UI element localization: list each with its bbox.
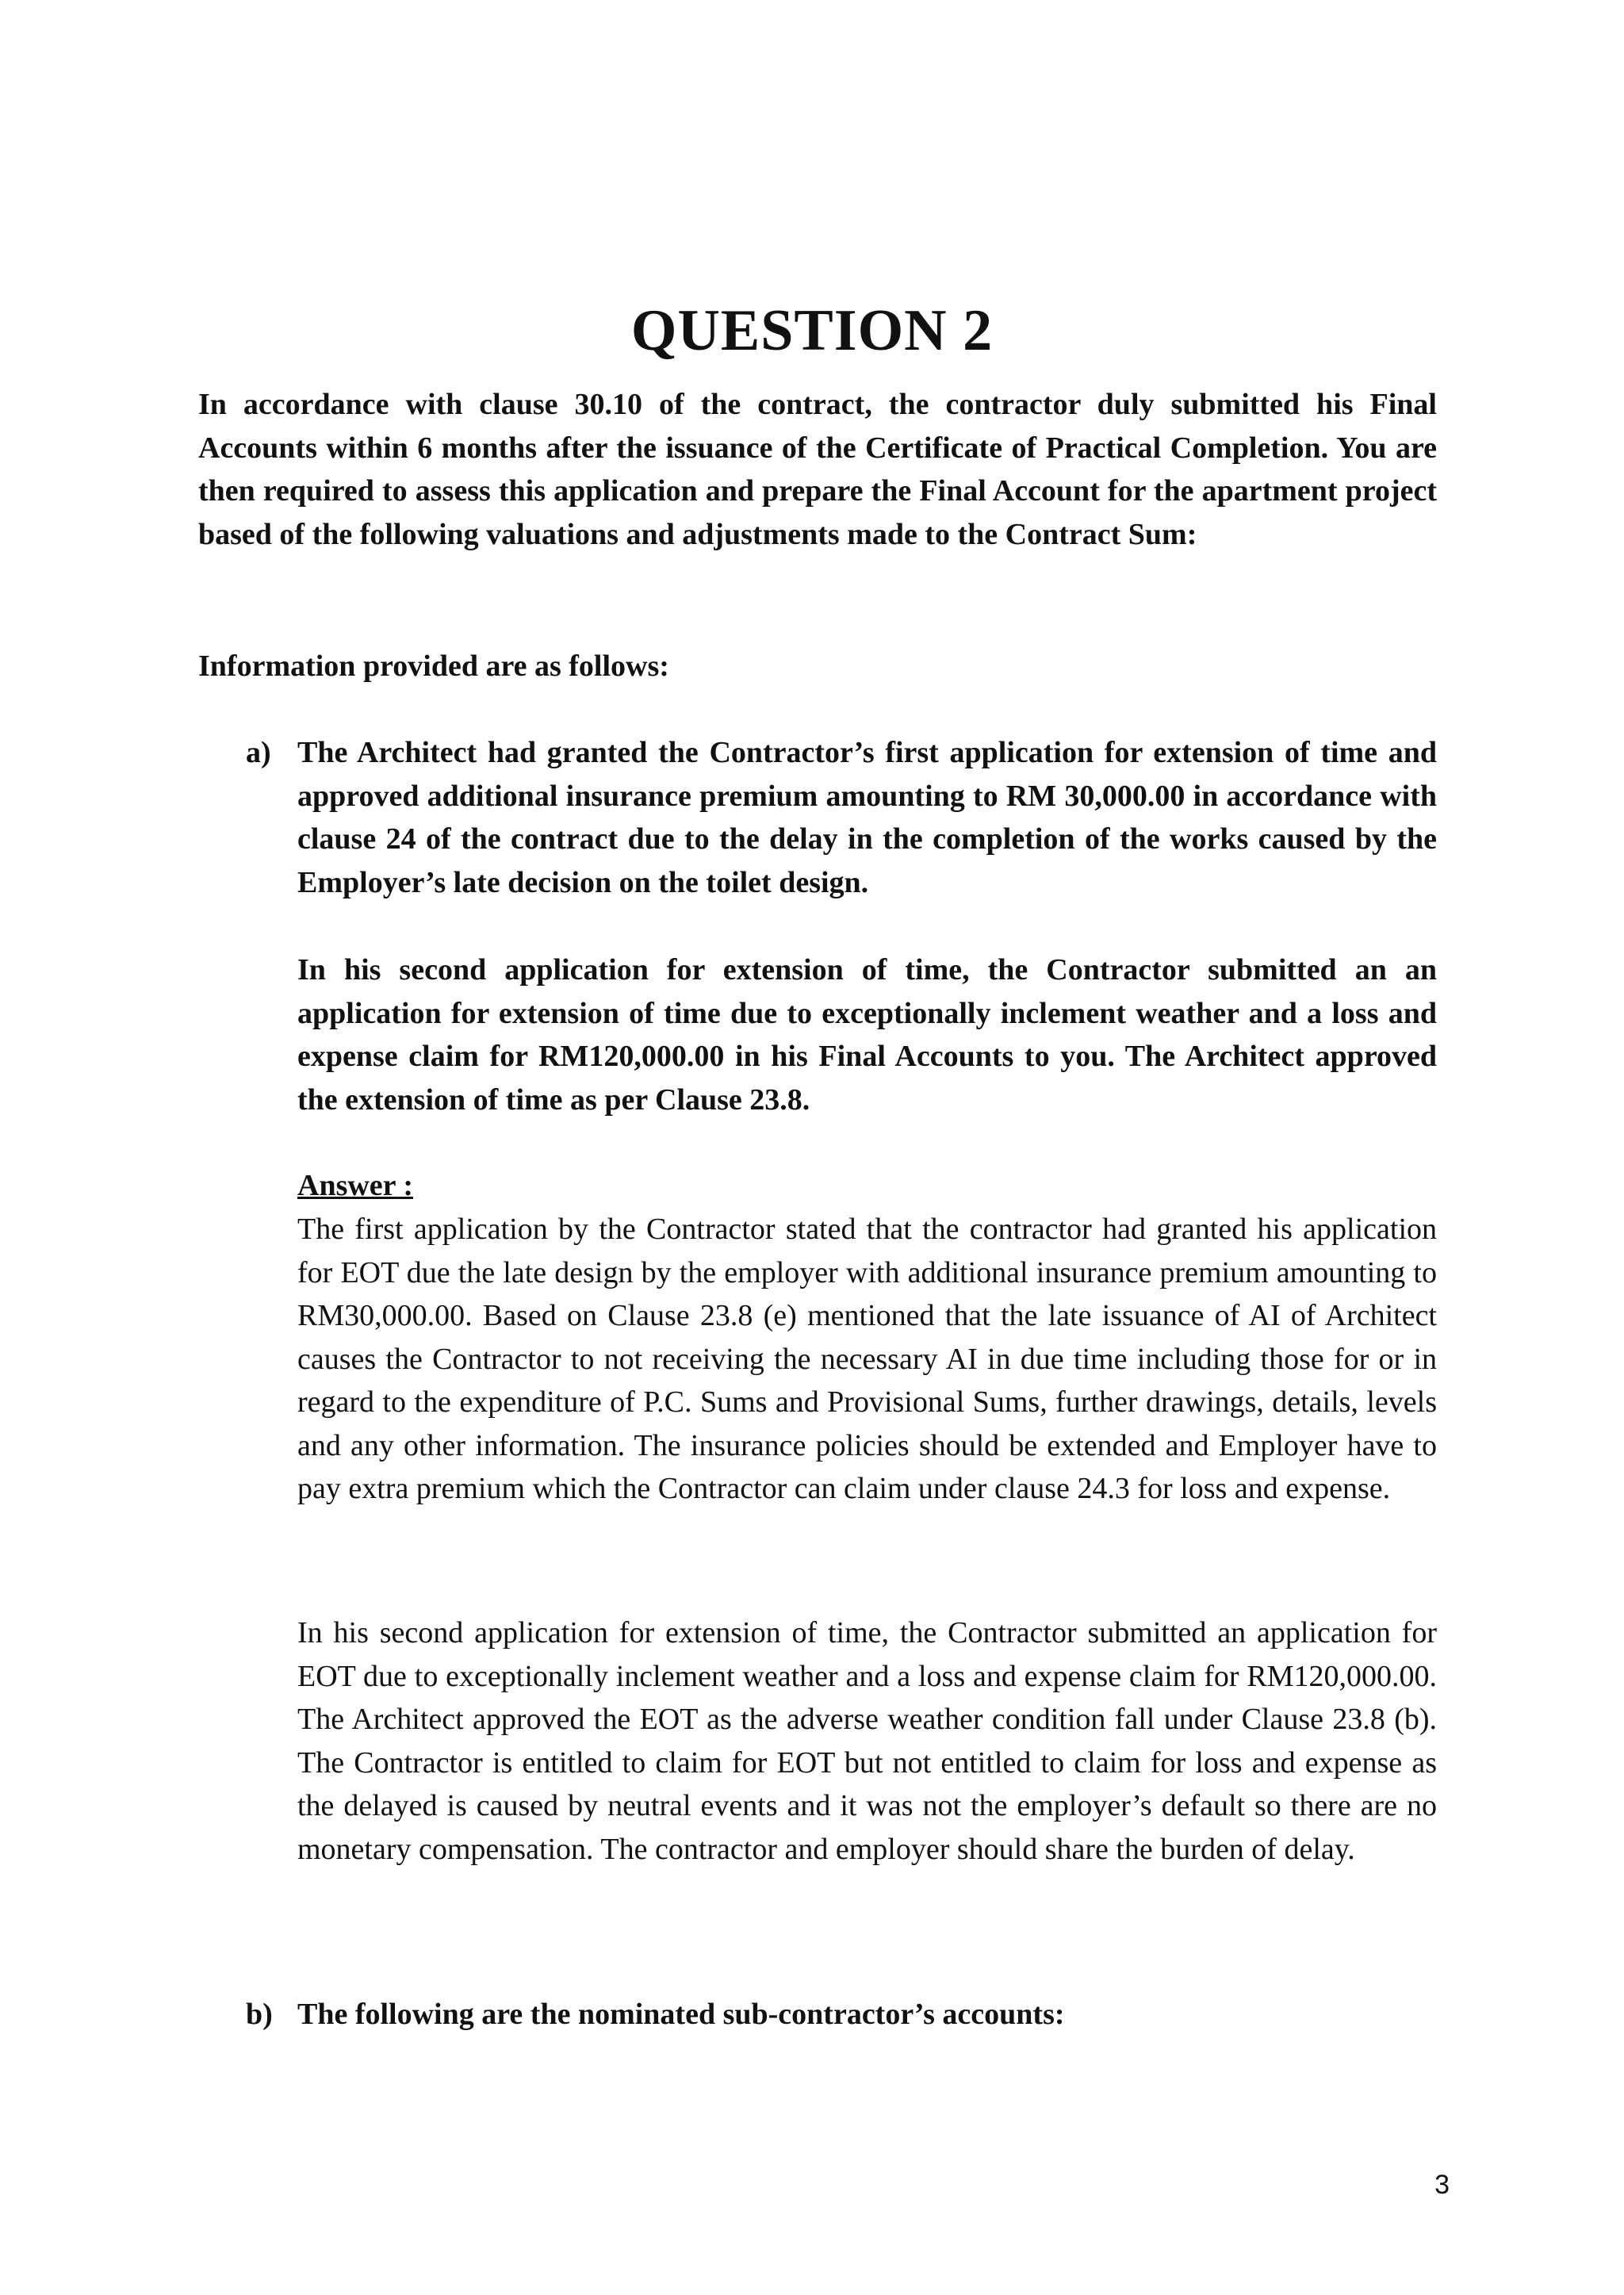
list-marker-a: a) — [246, 736, 271, 769]
item-b-text: The following are the nominated sub-contractor’s accounts: — [297, 1998, 1065, 2031]
answer-heading: Answer : — [297, 1169, 414, 1202]
intro-paragraph: In accordance with clause 30.10 of the contract, the contractor duly submitted his Final Accounts within 6 months after the issuance of the Certificate of Practical Completion. You are then required to assess this application and prepare the Final Account for the apartment project based of the following valuations and adjustments made to the Contract Sum: — [198, 388, 1437, 551]
list-marker-b: b) — [246, 1998, 273, 2031]
info-heading: Information provided are as follows: — [198, 649, 669, 683]
page-number: 3 — [1434, 2170, 1450, 2200]
second-application-paragraph: In his second application for extension of time, the Contractor submitted an an application for extension of time due to exceptionally inclement weather and a loss and expense claim for RM120,000.00 in his Final Accounts to you. The Architect approved the extension of time as per Clause 23.8. — [297, 953, 1437, 1117]
answer-paragraph-1: The first application by the Contractor stated that the contractor had granted his application for EOT due the late design by the employer with additional insurance premium amounting to RM30,000.00. Based on Clause 23.8 (e) mentioned that the late issuance of AI of Architect causes the Contractor to not receiving the necessary AI in due time including those for or in regard to the expenditure of P.C. Sums and Provisional Sums, further drawings, details, levels and any other information. The insurance policies should be extended and Employer have to pay extra premium which the Contractor can claim under clause 24.3 for loss and expense. — [297, 1213, 1437, 1505]
question-title: QUESTION 2 — [630, 297, 994, 363]
item-a-text: The Architect had granted the Contractor’s first application for extension of time and approved additional insurance premium amounting to RM 30,000.00 in accordance with clause 24 of the contract due to the delay in the completion of the works caused by the Employer’s late decision on the toilet design. — [297, 736, 1437, 899]
answer-paragraph-2: In his second application for extension of time, the Contractor submitted an application for EOT due to exceptionally inclement weather and a loss and expense claim for RM120,000.00. The Architect approved the EOT as the adverse weather condition fall under Clause 23.8 (b). The Contractor is entitled to claim for EOT but not entitled to claim for loss and expense as the delayed is caused by neutral events and it was not the employer’s default so there are no monetary compensation. The contractor and employer should share the burden of delay. — [297, 1616, 1437, 1866]
